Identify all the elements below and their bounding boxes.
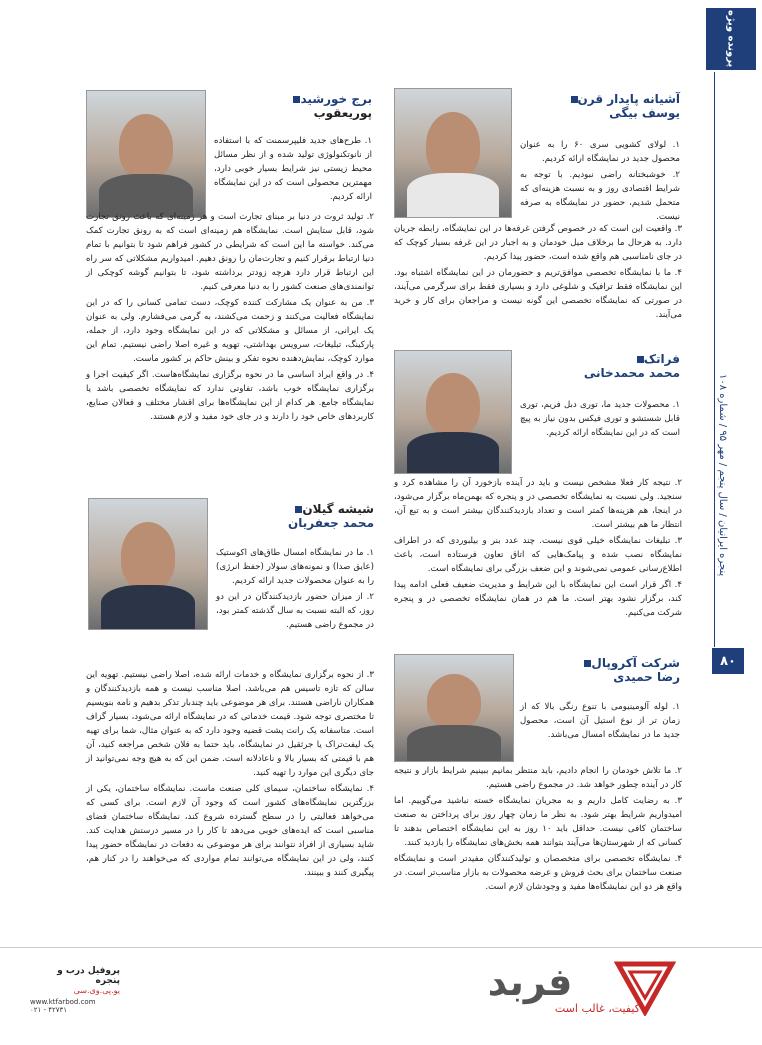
person-name: یوسف بیگی (609, 106, 680, 120)
paragraph: ۱. ما در نمایشگاه امسال طاق‌های اکوستیک (عایق صدا) و نمونه‌های سولار (حفظ انرژی) را به عنوان محصولات جدید ارائه کردیم. (216, 548, 374, 586)
article-header (216, 502, 374, 530)
contact-info (30, 966, 120, 1014)
article-header (214, 92, 372, 120)
article-body (214, 134, 372, 206)
article-header (520, 92, 680, 120)
section-tab-label: پرونده ویژه (725, 10, 737, 68)
person-name: محمد جعفریان (287, 516, 374, 530)
company-name: برج خورشید (300, 92, 372, 106)
photo-hamidi (394, 654, 514, 762)
brand-name: فربد (487, 960, 573, 1004)
article-header (520, 352, 680, 380)
bullet-icon (637, 356, 644, 363)
product-type: یو.پی.وی.سی (73, 986, 120, 995)
paragraph: ۱. لوله آلومینیومی با تنوع رنگی بالا که از زمان تر از نوع استیل آن است، محصول جدید ما در نمایشگاه امسال می‌باشد. (520, 702, 680, 740)
photo-pouryaghoub (86, 90, 206, 218)
phone: ۰۲۱ - ۴۲۷۳۱ (30, 1006, 68, 1014)
paragraph: ۴. اگر قرار است این نمایشگاه با این شرایط و مدیریت ضعیف فعلی ادامه پیدا کند، برگزار نشود بهتر است. ما هم در همان نمایشگاه تخصصی در و پنجره شرکت می‌کنیم. (394, 580, 682, 618)
paragraph: ۴. نمایشگاه تخصصی برای متخصصان و تولیدکنندگان مفیدتر است و نمایشگاه صنعت ساختمان برای بحث فروش و عرضه محصولات به بازار مناسب‌تر است. در واقع هر دو این نمایشگاه‌ها مفید و وجودشان لازم است. (394, 854, 682, 892)
article-body (216, 546, 374, 634)
paragraph: ۴. نمایشگاه ساختمان، سیمای کلی صنعت ماست. نمایشگاه ساختمان، یکی از بزرگترین نمایشگاه‌های کشور است که وجود آن لازم است. برای کسی که می‌خواهد فعالیتی را در سطح گسترده شروع کند، نمایشگاه ساختمان فضای مناسبی است که ایده‌های خوبی می‌دهد تا کار را در مسیر درستش هدایت کند. شاید بسیاری از افراد نتوانند برای هر موضوعی به دفعات در نمایشگاه حضور پیدا کنند، ولی در این نمایشگاه می‌توانند تمام مواردی که می‌خواهند را در کنار هم، پیگیری کنند و ببینند. (86, 784, 374, 878)
company-name: آشیانه پایدار قرن (577, 92, 680, 106)
issue-info: پنجره ایرانیان / سال پنجم / مهر ۹۵ / شماره ۱۰۸ (717, 373, 728, 577)
company-name: شرکت آکروپال (591, 656, 680, 670)
photo-mohammadkhani (394, 350, 512, 474)
bullet-icon (571, 96, 578, 103)
article-body-continued (394, 764, 682, 896)
article-header (520, 656, 680, 684)
article-body (520, 700, 680, 744)
person-name: محمد محمدخانی (583, 366, 680, 380)
paragraph: ۲. نتیجه کار فعلا مشخص نیست و باید در آینده بازخورد آن را مشاهده کرد و سنجید. ولی نسبت به نمایشگاه تخصصی در و پنجره که بهمن‌ماه برگزار می‌شود، در اینجا، هم هزینه‌ها کمتر است و تعداد بازدیدکنندگان بیشتر است و به تبع آن، انتظار ما هم بیشتر است. (394, 478, 682, 530)
paragraph: ۲. تولید ثروت در دنیا بر مبنای تجارت است و هر زمینه‌ای که باعث رونق تجارت شود، قابل ستایش است. نمایشگاه هم زمینه‌ای است که به رونق تجارت کمک می‌کند. خواسته ما این است که شرایطی در کشور فراهم شود تا بتوانیم با تمام دنیا ارتباط برقرار کنیم و تجارت‌مان را رونق دهیم. امیدواریم مشکلاتی که سر راه این ارتباط قرار دارد هرچه زودتر برداشته شود، تا بتوانیم گوشه کوچکی از توانمندی‌های صنعت کشور را به دنیا معرفی کنیم. (86, 212, 374, 292)
paragraph: ۱. لولای کشویی سری ۶۰ را به عنوان محصول جدید در نمایشگاه ارائه کردیم. (520, 140, 681, 164)
website: www.ktfarbod.com (30, 998, 96, 1006)
footer-divider (0, 947, 762, 948)
article-body-continued (394, 222, 682, 324)
article-body-continued (394, 476, 682, 622)
paragraph: ۴. در واقع ایراد اساسی ما در نحوه برگزاری نمایشگاه‌هاست. اگر کیفیت اجرا و برگزاری نمایشگاه خوب باشد، تفاوتی ندارد که نمایشگاه تخصصی باشد یا نمایشگاه جامع. هر کدام از این نمایشگاه‌ها برای اقشار مختلف و فعالان صنایع، کاربردهای خاص خود را دارند و در جای خود مفید و لازم هستند. (86, 370, 374, 422)
photo-jafarian (88, 498, 208, 630)
product-line: پروفیل درب و پنجره (57, 966, 120, 986)
paragraph: ۱. طرح‌های جدید فلیپرسمنت که با استفاده از نانوتکنولوژی تولید شده و از نظر مسائل محیط زیستی نیز شرایط بسیار خوبی دارد، مهمترین محصولی است که در این نمایشگاه ارائه کردیم. (214, 136, 372, 202)
brand-slogan: کیفیت، غالب است (554, 1002, 640, 1015)
paragraph: ۲. خوشبختانه راضی نبودیم. با توجه به شرایط اقتصادی روز و به نسبت هزینه‌ای که متحمل شدیم، حضور در نمایشگاه به صرفه نیست. (520, 170, 680, 222)
paragraph: ۳. به رضایت کامل داریم و به مجریان نمایشگاه خسته نباشید می‌گوییم. اما امیدواریم شرایط بهتر شود. به نظر ما زمان چهار روز برای پرداختن به صنعت ساختمان کافی نیست. حداقل باید ۱۰ روز به این نمایشگاه اختصاص بدهند تا کسانی که از شهرستان‌ها می‌آیند بتوانند همه بخش‌های نمایشگاه را بازدید کنند. (394, 796, 682, 848)
article-body-continued (86, 210, 374, 426)
company-name: فراتک (643, 352, 680, 366)
article-body-continued (86, 668, 374, 882)
paragraph: ۱. محصولات جدید ما، توری دبل فریم، توری قابل شستشو و توری فیکس بدون نیاز به پیچ است که در این نمایشگاه ارائه کردیم. (520, 400, 680, 438)
paragraph: ۳. تبلیغات نمایشگاه خیلی قوی نیست. چند عدد بنر و بیلبوردی که در اطراف نمایشگاه نصب شده و پیامک‌هایی که اتاق تعاون فرستاده است، باعث اطلاع‌رسانی عمومی نمی‌شوند و این ضعف بزرگی برای نمایشگاه است. (394, 536, 682, 574)
paragraph: ۲. از میزان حضور بازدیدکنندگان در این دو روز، که البته نسبت به سال گذشته کمتر بود، در مجموع راضی هستیم. (216, 592, 374, 630)
company-name: شیشه گیلان (302, 502, 374, 516)
person-name: رضا حمیدی (613, 670, 680, 684)
article-body (520, 398, 680, 442)
person-name: پوریعقوب (313, 106, 372, 120)
section-tab (706, 8, 756, 70)
paragraph: ۲. ما تلاش خودمان را انجام دادیم، باید منتظر بمانیم ببینیم شرایط بازار و نتیجه کار در آینده چطور خواهد شد. در مجموع راضی هستیم. (394, 766, 682, 790)
paragraph: ۳. من به عنوان یک مشارکت کننده کوچک، دست تمامی کسانی را که در این نمایشگاه فعالیت می‌کنند و زحمت می‌کشند، به گرمی می‌فشارم. ولی به عنوان یک ایرانی، از مسائل و مشکلاتی که در این نمایشگاه وجود دارد، از جمله، پارکینگ، تبلیغات، سرویس بهداشتی، تهویه و غیره اصلا راضی نیستیم. تمام این موارد کوچک، نمایش‌دهنده نحوه تفکر و بینش حاکم بر کشور ماست. (86, 298, 374, 364)
paragraph: ۳. واقعیت این است که در خصوص گرفتن غرفه‌ها در این نمایشگاه، رابطه جریان دارد. به هرحال ما برخلاف میل خودمان و به اجبار در این غرفه بسیار کوچک که در جای نامناسبی هم واقع شده است، حضور پیدا کردیم. (394, 224, 682, 262)
paragraph: ۳. از نحوه برگزاری نمایشگاه و خدمات ارائه شده، اصلا راضی نیستیم. تهویه این سالن که تازه تاسیس هم می‌باشد، اصلا مناسب نیست و همه بازدیدکنندگان و همکاران ناراضی هستند. برای هر موضوعی باید چندبار تذکر بدهیم و نامه بنویسیم تا مختصری توجه شود. قیمت خدماتی که در نمایشگاه ارائه می‌شود، بسیار گزاف است. متاسفانه یک رانت پشت قضیه وجود دارد که به عنوان مثال، شما برای تهیه یک لیفت‌تراک یا جرثقیل در نمایشگاه، باید حتما به فلان شخص مراجعه کنید، آن هم با قیمتی که بسیار بالا و ناعادلانه است. ضمن این که به هیچ وجه نمی‌توانید از جای دیگری این موارد را تهیه کنید. (86, 670, 374, 778)
paragraph: ۴. ما با نمایشگاه تخصصی موافق‌تریم و حضورمان در این نمایشگاه اشتباه بود. این نمایشگاه فقط ترافیک و شلوغی دارد و بسیاری فقط برای سرگرمی می‌آیند، در صورتی که نمایشگاه تخصصی این گونه نیست و مراجعان برای کار و خرید می‌آیند. (394, 268, 682, 320)
article-body (520, 138, 680, 226)
page-number: ۸۰ (712, 648, 744, 674)
photo-yousef-beigi (394, 88, 512, 218)
